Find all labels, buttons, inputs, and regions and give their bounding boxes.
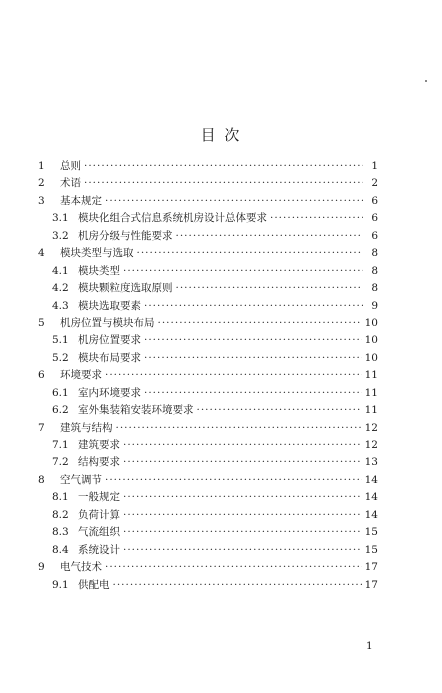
toc-label: 一般规定 xyxy=(78,491,120,504)
toc-subentry[interactable] xyxy=(38,228,378,245)
toc-subentry[interactable] xyxy=(38,524,378,541)
toc-number: 4 xyxy=(38,247,45,260)
toc-page: 2 xyxy=(371,177,378,190)
toc-page: 10 xyxy=(364,334,378,347)
toc-label: 模块类型 xyxy=(78,264,120,277)
dot-leader xyxy=(123,437,362,454)
dot-leader xyxy=(123,524,362,541)
toc-page: 14 xyxy=(364,508,378,521)
page-title: 目 次 xyxy=(200,126,242,144)
toc-number: 4.2 xyxy=(52,282,69,295)
dot-leader xyxy=(84,175,363,192)
toc-page: 10 xyxy=(364,316,378,329)
scan-speck xyxy=(425,80,427,82)
toc-label: 空气调节 xyxy=(60,473,102,486)
toc-number: 7 xyxy=(38,421,45,434)
toc-page: 12 xyxy=(364,439,378,451)
table-of-contents xyxy=(38,158,378,594)
toc-label: 总则 xyxy=(60,160,81,172)
dot-leader xyxy=(144,385,362,402)
dot-leader xyxy=(158,315,362,332)
toc-subentry[interactable] xyxy=(38,454,378,471)
toc-entry[interactable] xyxy=(38,420,378,437)
toc-page: 14 xyxy=(364,491,378,504)
toc-page: 17 xyxy=(364,578,378,591)
toc-label: 供配电 xyxy=(78,578,110,591)
toc-entry[interactable] xyxy=(38,158,378,175)
toc-label: 模块类型与选取 xyxy=(60,247,134,260)
toc-subentry[interactable] xyxy=(38,210,378,227)
toc-page: 14 xyxy=(364,473,378,486)
toc-page: 12 xyxy=(364,421,378,434)
toc-page: 6 xyxy=(371,212,378,225)
dot-leader xyxy=(176,228,364,245)
toc-page: 6 xyxy=(371,229,378,242)
toc-number: 8.2 xyxy=(52,508,69,521)
toc-page: 17 xyxy=(364,561,378,574)
toc-page: 11 xyxy=(364,404,378,417)
toc-label: 术语 xyxy=(60,177,81,190)
toc-subentry[interactable] xyxy=(38,298,378,315)
dot-leader xyxy=(144,332,362,349)
toc-label: 结构要求 xyxy=(78,456,120,469)
toc-number: 6.1 xyxy=(52,386,69,399)
toc-label: 系统设计 xyxy=(78,543,120,556)
toc-subentry[interactable] xyxy=(38,489,378,506)
dot-leader xyxy=(105,367,362,384)
toc-number: 3 xyxy=(38,194,45,207)
toc-entry[interactable] xyxy=(38,245,378,262)
toc-number: 3.1 xyxy=(52,212,69,225)
toc-number: 8 xyxy=(38,473,45,486)
dot-leader xyxy=(270,210,363,227)
toc-number: 5.2 xyxy=(52,351,69,364)
toc-label: 电气技术 xyxy=(60,561,102,574)
toc-label: 基本规定 xyxy=(60,194,102,207)
dot-leader xyxy=(113,577,362,594)
toc-number: 6 xyxy=(38,369,45,382)
toc-number: 4.1 xyxy=(52,264,69,277)
toc-number: 8.3 xyxy=(52,526,69,539)
toc-page: 13 xyxy=(364,456,378,469)
toc-page: 11 xyxy=(364,369,378,382)
dot-leader xyxy=(137,245,364,262)
toc-page: 10 xyxy=(364,351,378,364)
toc-entry[interactable] xyxy=(38,559,378,576)
dot-leader xyxy=(116,420,362,437)
toc-label: 模块选取要素 xyxy=(78,299,141,312)
toc-number: 8.1 xyxy=(52,491,69,504)
toc-page: 11 xyxy=(364,386,378,399)
toc-subentry[interactable] xyxy=(38,437,378,454)
toc-label: 室内环境要求 xyxy=(78,386,141,399)
toc-number: 2 xyxy=(38,177,45,190)
toc-number: 1 xyxy=(38,160,45,172)
toc-page: 8 xyxy=(371,282,378,295)
toc-number: 4.3 xyxy=(52,299,69,312)
toc-subentry[interactable] xyxy=(38,385,378,402)
toc-number: 7.1 xyxy=(52,439,69,451)
toc-page: 1 xyxy=(371,160,378,172)
toc-subentry[interactable] xyxy=(38,350,378,367)
page-number: 1 xyxy=(366,640,373,652)
toc-subentry[interactable] xyxy=(38,332,378,349)
toc-label: 模块化组合式信息系统机房设计总体要求 xyxy=(78,212,267,225)
dot-leader xyxy=(105,472,362,489)
toc-label: 模块布局要求 xyxy=(78,351,141,364)
toc-subentry[interactable] xyxy=(38,280,378,297)
toc-entry[interactable] xyxy=(38,367,378,384)
dot-leader xyxy=(105,193,363,210)
toc-number: 5.1 xyxy=(52,334,69,347)
toc-number: 7.2 xyxy=(52,456,69,469)
toc-entry[interactable] xyxy=(38,193,378,210)
toc-subentry[interactable] xyxy=(38,263,378,280)
dot-leader xyxy=(144,350,362,367)
toc-number: 6.2 xyxy=(52,404,69,417)
toc-page: 15 xyxy=(364,543,378,556)
toc-number: 5 xyxy=(38,316,45,329)
toc-number: 9.1 xyxy=(52,578,69,591)
dot-leader xyxy=(84,158,363,175)
dot-leader xyxy=(144,298,363,315)
toc-label: 室外集装箱安装环境要求 xyxy=(78,404,194,417)
toc-entry[interactable] xyxy=(38,175,378,192)
toc-label: 环境要求 xyxy=(60,369,102,382)
dot-leader xyxy=(105,559,362,576)
toc-subentry[interactable] xyxy=(38,402,378,419)
dot-leader xyxy=(123,542,362,559)
toc-label: 气流组织 xyxy=(78,526,120,539)
toc-entry[interactable] xyxy=(38,315,378,332)
toc-label: 机房分级与性能要求 xyxy=(78,229,173,242)
toc-number: 3.2 xyxy=(52,229,69,242)
toc-number: 8.4 xyxy=(52,543,69,556)
toc-label: 模块颗粒度选取原则 xyxy=(78,282,173,295)
toc-label: 机房位置与模块布局 xyxy=(60,316,155,329)
toc-page: 9 xyxy=(371,299,378,312)
dot-leader xyxy=(123,454,362,471)
dot-leader xyxy=(123,507,362,524)
toc-label: 建筑与结构 xyxy=(60,421,113,434)
toc-page: 8 xyxy=(371,247,378,260)
toc-subentry[interactable] xyxy=(38,507,378,524)
toc-label: 建筑要求 xyxy=(78,439,120,451)
toc-subentry[interactable] xyxy=(38,542,378,559)
dot-leader xyxy=(176,280,364,297)
toc-subentry[interactable] xyxy=(38,577,378,594)
toc-page: 8 xyxy=(371,264,378,277)
toc-page: 15 xyxy=(364,526,378,539)
dot-leader xyxy=(123,489,362,506)
toc-label: 机房位置要求 xyxy=(78,334,141,347)
toc-label: 负荷计算 xyxy=(78,508,120,521)
toc-entry[interactable] xyxy=(38,472,378,489)
dot-leader xyxy=(197,402,362,419)
toc-number: 9 xyxy=(38,561,45,574)
toc-page: 6 xyxy=(371,194,378,207)
dot-leader xyxy=(123,263,363,280)
